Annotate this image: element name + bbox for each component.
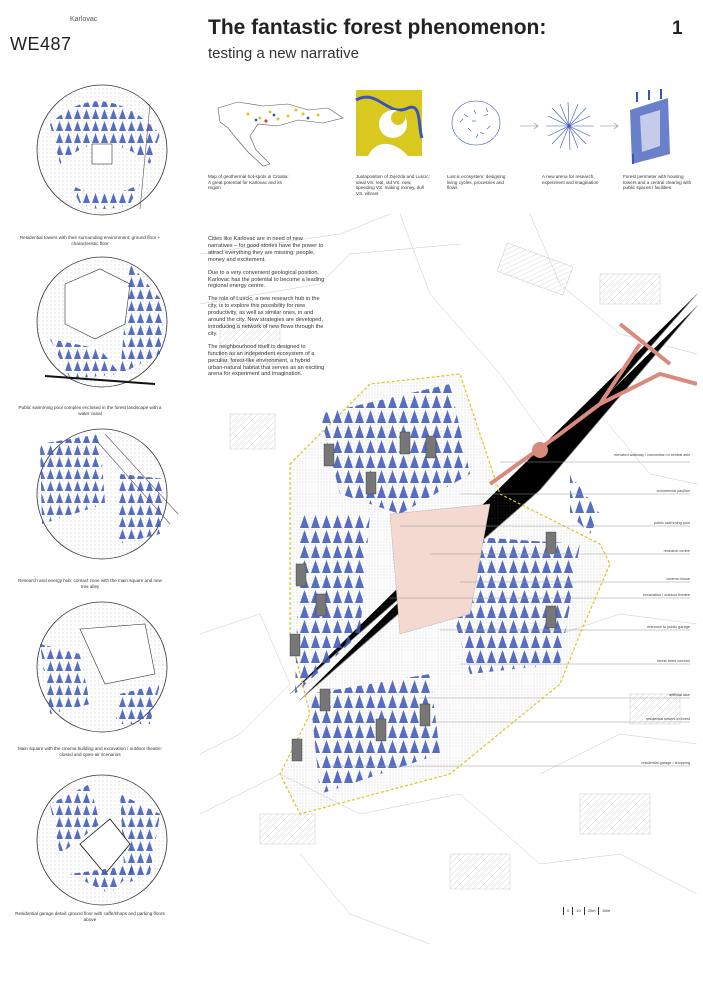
intro-paragraph-2: Due to a very convenient geological position, Karlovac has the potential to become a leading regional energy centre. xyxy=(208,269,325,290)
intro-paragraph-4: The neighbourhood itself is designed to function as an independent ecosystem of a peculiar, forest-like environment, a hybrid urban-natural habitat that serves as an exciting arena for experiment and imagination. xyxy=(208,343,325,378)
intro-paragraph-1: Cities like Karlovac are in need of new narratives – for good stories have the power to attract everything they are missing: people, money and excitement. xyxy=(208,236,324,263)
legend-item: artificial lake xyxy=(669,693,690,697)
legend-item: cinema house xyxy=(666,577,690,581)
circle-residential-towers xyxy=(37,85,167,215)
circle-caption-2: Public swimming pool complex enclosed in the forest landscape with a water canal xyxy=(18,405,162,416)
top-diagrams xyxy=(208,88,698,174)
circle-caption-3: Research and energy hub: contact zone with the main square and new tree alley xyxy=(18,578,162,589)
scale-tick: 10 xyxy=(572,907,583,915)
detail-circles xyxy=(10,84,190,944)
diagram-caption-2: Juxtaposition of Zvjezda and Luscic: ideal VS. real, old VS. new, speeding VS. making money, dull VS. vibrant xyxy=(356,174,430,196)
legend-item: research centre xyxy=(663,549,690,553)
diagram-caption-3: Luscic ecosystem: designing living cycles, processes and flows xyxy=(447,174,506,191)
project-code: WE487 xyxy=(10,34,72,54)
legend-item: residential towers in forest xyxy=(645,717,690,721)
croatia-map-diagram xyxy=(218,102,343,166)
zvjezda-luscic-diagram xyxy=(356,90,422,156)
circle-main-square xyxy=(37,602,167,732)
scale-tick: 50m xyxy=(598,907,613,915)
legend-item: commercial pavilion xyxy=(656,489,690,493)
city-label: Karlovac xyxy=(70,16,98,23)
diagram-caption-4: A new arena for research, experiment and imagination xyxy=(542,174,599,185)
walkway-node xyxy=(532,442,548,458)
diagram-caption-5: Forest perimeter with housing towers and a central clearing with public spaces / facilities xyxy=(623,174,692,191)
forest-perimeter-diagram xyxy=(630,89,670,164)
ecosystem-diagram xyxy=(452,101,500,145)
scale-tick: 0 xyxy=(563,907,572,915)
legend-item: public swimming pool xyxy=(653,521,690,525)
legend-item: entrance to public garage xyxy=(647,625,690,629)
legend-item: residential garage / shopping xyxy=(641,761,690,765)
scale-bar xyxy=(563,907,613,915)
page-title: The fantastic forest phenomenon: xyxy=(208,16,547,39)
intro-paragraph-3: The role of Luscic, a new research hub in the city, is to explore this possibility for new productivity, as well as similar ones, in and around the city. New strategies are developed, introducing a network of new flows through the city. xyxy=(208,296,324,337)
legend-item: excavation / outdoor theatre xyxy=(642,593,690,597)
circle-caption-4: Main square with the cinema building and excavation / outdoor theatre: closed and open-air scenarios xyxy=(17,746,163,757)
diagram-caption-1: Map of geothermal hot-spots in Croatia: A great potential for Karlovac and its region xyxy=(208,174,289,191)
legend-item: forest trees corridor xyxy=(657,659,690,663)
intro-text xyxy=(208,236,326,384)
circle-caption-1: Residential towers with their surrounding environment: ground floor + characteristic floor xyxy=(19,235,161,246)
circle-residential-garage xyxy=(37,775,167,905)
scale-tick: 20m xyxy=(584,907,599,915)
page-number: 1 xyxy=(672,18,683,39)
circle-swimming-pool xyxy=(37,257,167,387)
star-burst-diagram xyxy=(546,102,594,150)
circle-caption-5: Residential garage detail: ground floor with caffe/shops and parking floors above xyxy=(15,911,165,922)
legend-item: elevated walkway / connection to central axis xyxy=(614,453,690,457)
circle-research-hub xyxy=(37,429,178,559)
page-subtitle: testing a new narrative xyxy=(208,45,359,62)
